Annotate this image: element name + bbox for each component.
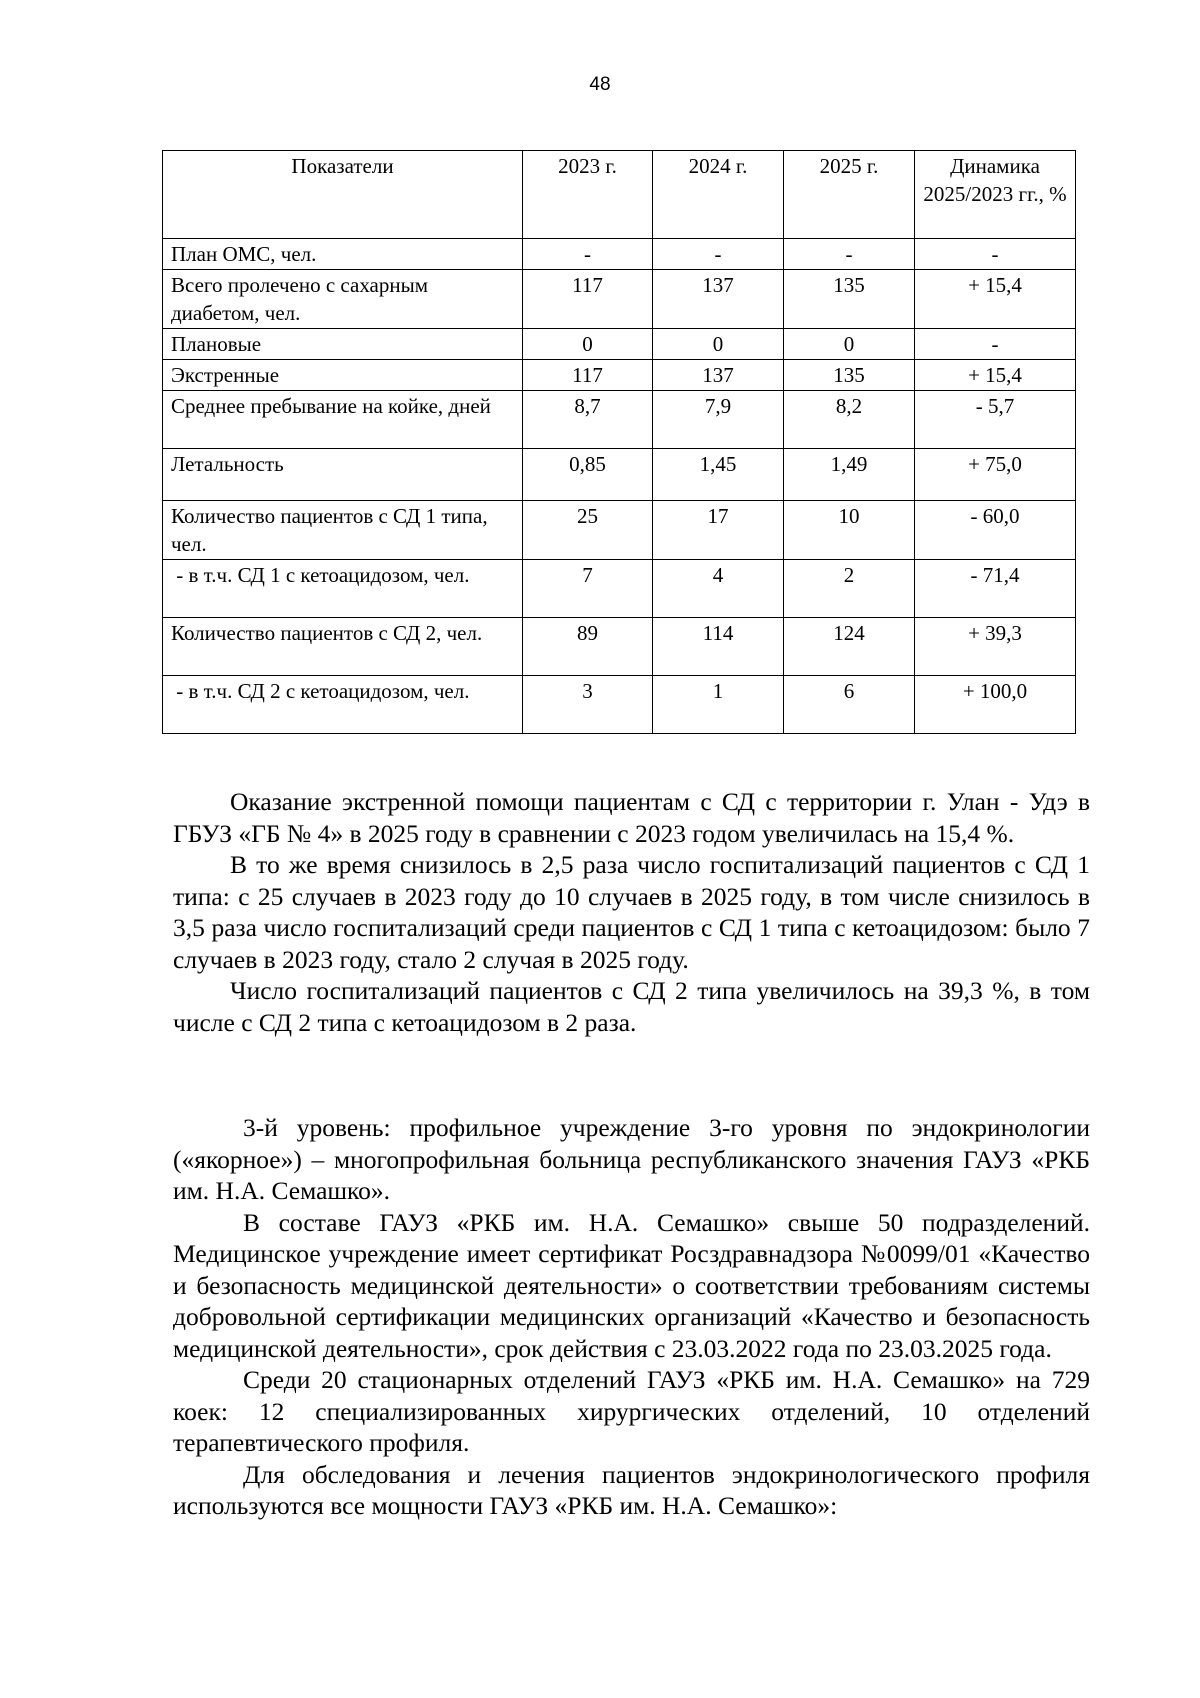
paragraph: В составе ГАУЗ «РКБ им. Н.А. Семашко» свыше 50 подразделений. Медицинское учреждение имеет сертификат Росздравнадзора №0099/01 «Качество и безопасность медицинской деятельности» о соответствии требованиям системы добровольной сертификации медицинских организаций «Качество и безопасность медицинской деятельности», срок действия с 23.03.2022 года по 23.03.2025 года. [173, 1207, 1090, 1363]
row-label: Количество пациентов с СД 2, чел. [163, 618, 523, 676]
text-block-hospital-4 [173, 786, 1090, 1038]
row-label: - в т.ч. СД 1 с кетоацидозом, чел. [163, 560, 523, 618]
paragraph: Число госпитализаций пациентов с СД 2 типа увеличилось на 39,3 %, в том числе с СД 2 типа с кетоацидозом в 2 раза. [173, 976, 1090, 1037]
value-2024: 7,9 [653, 391, 784, 449]
table-row [163, 618, 1076, 676]
row-label: - в т.ч. СД 2 с кетоацидозом, чел. [163, 676, 523, 734]
value-dynamics: - 60,0 [915, 501, 1076, 560]
value-2025: 135 [784, 270, 915, 329]
table-row [163, 360, 1076, 391]
value-dynamics: + 39,3 [915, 618, 1076, 676]
header-dynamics: Динамика 2025/2023 гг., % [915, 151, 1076, 239]
value-2023: 117 [523, 360, 653, 391]
value-dynamics: - [915, 329, 1076, 360]
row-label: Плановые [163, 329, 523, 360]
value-2023: 3 [523, 676, 653, 734]
value-2023: 0 [523, 329, 653, 360]
value-dynamics: + 15,4 [915, 270, 1076, 329]
value-2025: 6 [784, 676, 915, 734]
value-2023: 89 [523, 618, 653, 676]
value-2023: 7 [523, 560, 653, 618]
value-2023: - [523, 239, 653, 270]
value-dynamics: - [915, 239, 1076, 270]
value-2023: 8,7 [523, 391, 653, 449]
value-2025: - [784, 239, 915, 270]
value-2025: 0 [784, 329, 915, 360]
value-2024: 114 [653, 618, 784, 676]
row-label: План ОМС, чел. [163, 239, 523, 270]
value-2025: 124 [784, 618, 915, 676]
table-row [163, 449, 1076, 501]
header-year-2024: 2024 г. [653, 151, 784, 239]
table-row [163, 560, 1076, 618]
value-2025: 1,49 [784, 449, 915, 501]
value-2025: 10 [784, 501, 915, 560]
value-2024: 17 [653, 501, 784, 560]
value-2025: 8,2 [784, 391, 915, 449]
table-header-row [163, 151, 1076, 239]
value-2023: 0,85 [523, 449, 653, 501]
text-block-level-3 [173, 1112, 1090, 1522]
header-indicators: Показатели [163, 151, 523, 239]
table-row [163, 391, 1076, 449]
paragraph: В то же время снизилось в 2,5 раза число госпитализаций пациентов с СД 1 типа: с 25 случаев в 2023 году до 10 случаев в 2025 году, в том числе снизилось в 3,5 раза число госпитализаций среди пациентов с СД 1 типа с кетоацидозом: было 7 случаев в 2023 году, стало 2 случая в 2025 году. [173, 850, 1090, 974]
table-row [163, 501, 1076, 560]
value-dynamics: - 71,4 [915, 560, 1076, 618]
paragraph: 3-й уровень: профильное учреждение 3-го уровня по эндокринологии («якорное») – многопрофильная больница республиканского значения ГАУЗ «РКБ им. Н.А. Семашко». [173, 1113, 1090, 1205]
value-2024: 4 [653, 560, 784, 618]
paragraph: Для обследования и лечения пациентов эндокринологического профиля используются все мощности ГАУЗ «РКБ им. Н.А. Семашко»: [173, 1459, 1090, 1520]
statistics-table [162, 150, 1076, 734]
value-2024: 137 [653, 360, 784, 391]
row-label: Среднее пребывание на койке, дней [163, 391, 523, 449]
value-2024: - [653, 239, 784, 270]
paragraph: Среди 20 стационарных отделений ГАУЗ «РКБ им. Н.А. Семашко» на 729 коек: 12 специализированных хирургических отделений, 10 отделений терапевтического профиля. [173, 1365, 1090, 1457]
value-dynamics: + 100,0 [915, 676, 1076, 734]
value-2024: 0 [653, 329, 784, 360]
value-2025: 2 [784, 560, 915, 618]
table-row [163, 676, 1076, 734]
value-2023: 117 [523, 270, 653, 329]
value-dynamics: - 5,7 [915, 391, 1076, 449]
value-2024: 1,45 [653, 449, 784, 501]
header-year-2023: 2023 г. [523, 151, 653, 239]
page-number: 48 [589, 74, 611, 95]
row-label: Летальность [163, 449, 523, 501]
value-2025: 135 [784, 360, 915, 391]
table-row [163, 329, 1076, 360]
paragraph: Оказание экстренной помощи пациентам с СД с территории г. Улан - Удэ в ГБУЗ «ГБ № 4» в 2025 году в сравнении с 2023 годом увеличилась на 15,4 %. [173, 787, 1090, 848]
table-row [163, 270, 1076, 329]
row-label: Всего пролечено с сахарным диабетом, чел. [163, 270, 523, 329]
value-2024: 1 [653, 676, 784, 734]
value-dynamics: + 15,4 [915, 360, 1076, 391]
row-label: Экстренные [163, 360, 523, 391]
row-label: Количество пациентов с СД 1 типа, чел. [163, 501, 523, 560]
value-2024: 137 [653, 270, 784, 329]
table-row [163, 239, 1076, 270]
header-year-2025: 2025 г. [784, 151, 915, 239]
value-2023: 25 [523, 501, 653, 560]
value-dynamics: + 75,0 [915, 449, 1076, 501]
